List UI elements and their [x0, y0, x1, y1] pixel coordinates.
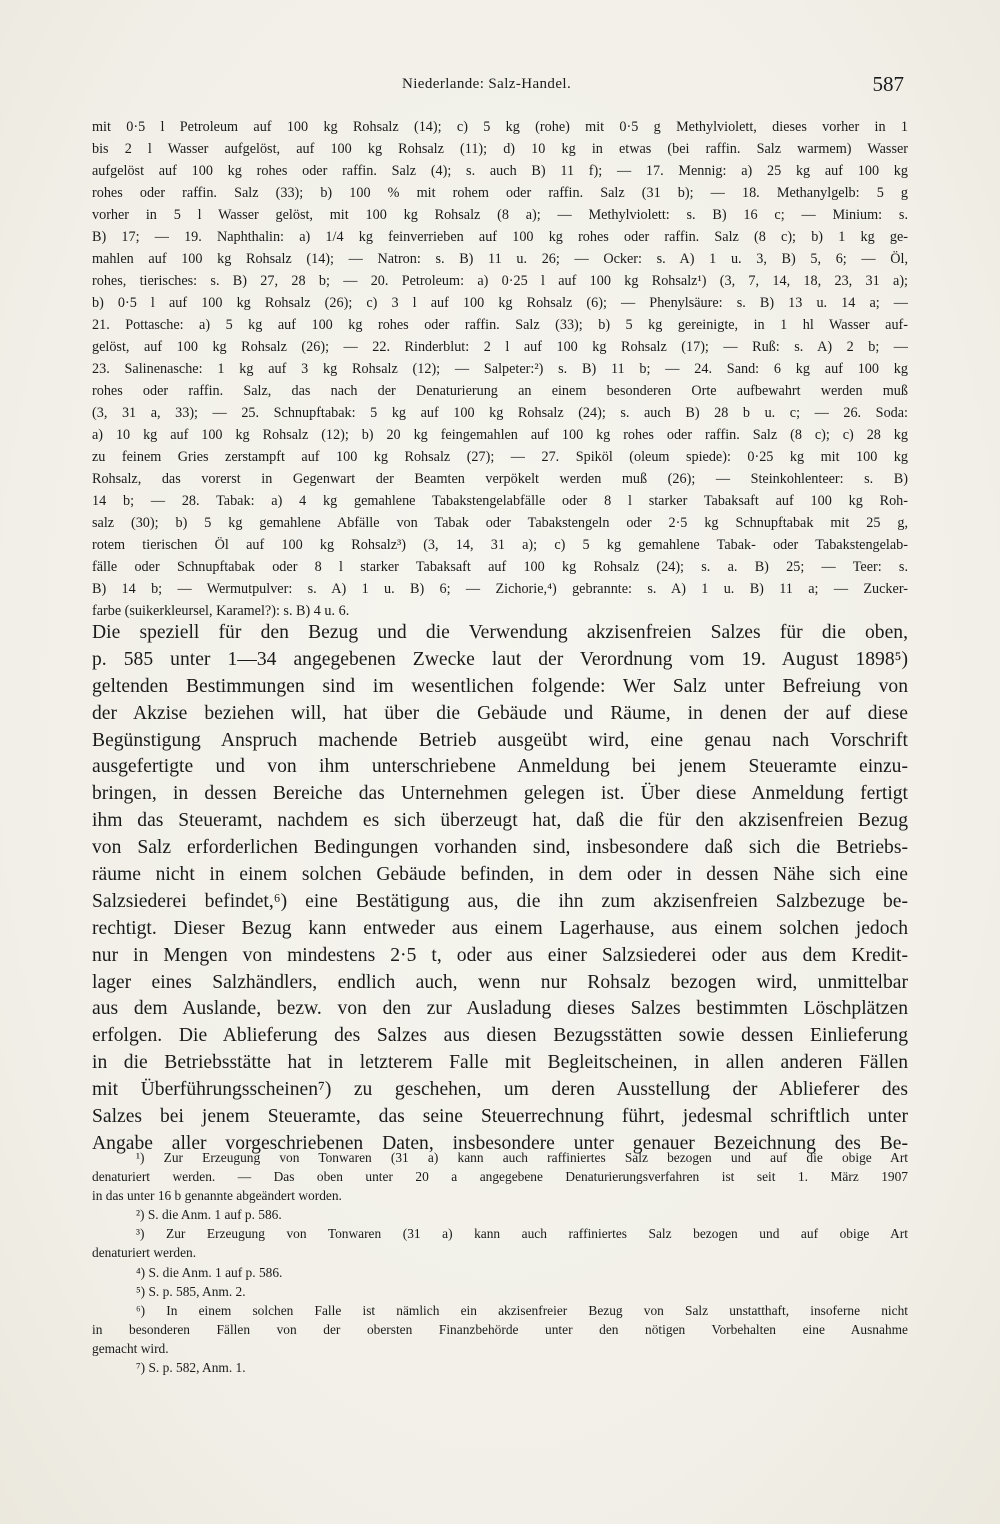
- page-header: [92, 72, 904, 100]
- list-line: B) 17; — 19. Naphthalin: a) 1/4 kg feinverrieben auf 100 kg rohes oder raffin. Salz (8 c); b) 1 kg ge-: [92, 229, 908, 245]
- list-line: 23. Salinenasche: 1 kg auf 3 kg Rohsalz (12); — Salpeter:²) s. B) 11 b; — 24. Sand: 6 kg auf 100 kg: [92, 361, 908, 377]
- running-title: Niederlande: Salz-Handel.: [402, 76, 572, 92]
- list-line: rohes oder raffin. Salz, das nach der Denaturierung an einem besonderen Orte aufbewahrt werden muß: [92, 383, 908, 399]
- body-line: in die Betriebsstätte hat in letzterem Falle mit Begleitscheinen, in allen anderen Fällen: [92, 1052, 908, 1074]
- list-line: farbe (suikerkleursel, Karamel?): s. B) 4 u. 6.: [92, 603, 350, 619]
- body-line: der Akzise beziehen will, hat über die Gebäude und Räume, in denen der auf diese: [92, 702, 908, 724]
- footnote-line: ²) S. die Anm. 1 auf p. 586.: [136, 1207, 282, 1223]
- body-line: ausgefertigte und von ihm unterschriebene Anmeldung bei jenem Steueramte einzu-: [92, 756, 908, 778]
- body-line: rechtigt. Dieser Bezug kann entweder aus einem Lagerhause, aus einem solchen jedoch: [92, 917, 908, 939]
- footnote-line: ⁵) S. p. 585, Anm. 2.: [136, 1283, 246, 1299]
- list-line: mit 0·5 l Petroleum auf 100 kg Rohsalz (14); c) 5 kg (rohe) mit 0·5 g Methylviolett, dieses vorher in 1: [92, 119, 908, 135]
- list-line: zu feinem Gries zerstampft auf 100 kg Rohsalz (27); — 27. Spiköl (oleum spiede): 0·25 kg mit 100 kg: [92, 449, 908, 465]
- footnotes: [92, 1148, 908, 1377]
- body-line: Begünstigung Anspruch machende Betrieb ausgeübt wird, eine genau nach Vorschrift: [92, 729, 908, 751]
- list-line: a) 10 kg auf 100 kg Rohsalz (12); b) 20 kg feingemahlen auf 100 kg rohes oder raffin. Salz (8 c); c) 28 kg: [92, 427, 908, 443]
- body-line: Salzes bei jenem Steueramte, das seine Steuerrechnung führt, jedesmal schriftlich unter: [92, 1106, 908, 1128]
- list-line: aufgelöst auf 100 kg rohes oder raffin. Salz (4); s. auch B) 11 f); — 17. Mennig: a) 25 kg auf 100 kg: [92, 163, 908, 179]
- list-line: salz (30); b) 5 kg gemahlene Abfälle von Tabak oder Tabakstengeln oder 2·5 kg Schnupftabak mit 25 g,: [92, 515, 908, 531]
- list-line: gelöst, auf 100 kg Rohsalz (26); — 22. Rinderblut: 2 l auf 100 kg Rohsalz (17); — Ruß: s. A) 2 b; —: [92, 339, 908, 355]
- list-line: rotem tierischen Öl auf 100 kg Rohsalz³) (3, 14, 31 a); c) 5 kg gemahlene Tabak- oder Tabakstengelab-: [92, 537, 908, 553]
- list-line: 21. Pottasche: a) 5 kg auf 100 kg rohes oder raffin. Salz (33); b) 5 kg gereinigte, in 1 hl Wasser auf-: [92, 317, 908, 333]
- footnote-line: ³) Zur Erzeugung von Tonwaren (31 a) kann auch raffiniertes Salz bezogen und auf obige Art: [136, 1226, 908, 1242]
- body-line: nur in Mengen von mindestens 2·5 t, oder aus einer Salzsiederei oder aus dem Kredit-: [92, 944, 908, 966]
- list-line: (3, 31 a, 33); — 25. Schnupftabak: 5 kg auf 100 kg Rohsalz (24); s. auch B) 28 b u. c; — 26. Soda:: [92, 405, 908, 421]
- body-line: bringen, in dessen Bereiche das Unternehmen gelegen ist. Über diese Anmeldung fertigt: [92, 783, 908, 805]
- body-line: Salzsiederei befindet,⁶) eine Bestätigung aus, die ihn zum akzisenfreien Salzbezuge be-: [92, 890, 908, 912]
- list-line: rohes, tierisches: s. B) 27, 28 b; — 20. Petroleum: a) 0·25 l auf 100 kg Rohsalz¹) (3, 7, 14, 18, 23, 31 a);: [92, 273, 908, 289]
- page-number: 587: [872, 72, 904, 96]
- footnote-line: denaturiert werden.: [92, 1245, 197, 1261]
- body-line: von Salz erforderlichen Bedingungen vorhanden sind, insbesondere daß sich die Betriebs-: [92, 837, 908, 859]
- list-line: vorher in 5 l Wasser gelöst, mit 100 kg Rohsalz (8 a); — Methylviolett: s. B) 16 c; — Minium: s.: [92, 207, 908, 223]
- footnote-line: ⁴) S. die Anm. 1 auf p. 586.: [136, 1264, 283, 1280]
- body-line: Angabe aller vorgeschriebenen Daten, insbesondere unter genauer Bezeichnung des Be-: [92, 1132, 908, 1154]
- body-line: geltenden Bestimmungen sind im wesentlichen folgende: Wer Salz unter Befreiung von: [92, 675, 908, 697]
- body-line: lager eines Salzhändlers, endlich auch, wenn nur Rohsalz bezogen wird, unmittelbar: [92, 971, 908, 993]
- body-line: aus dem Auslande, bezw. von den zur Ausladung dieses Salzes bestimmten Löschplätzen: [92, 998, 908, 1020]
- footnote-line: ⁷) S. p. 582, Anm. 1.: [136, 1360, 246, 1376]
- body-line: Die speziell für den Bezug und die Verwendung akzisenfreien Salzes für die oben,: [92, 622, 908, 643]
- footnote-line: ¹) Zur Erzeugung von Tonwaren (31 a) kann auch raffiniertes Salz bezogen und auf die obige Art: [136, 1150, 908, 1165]
- body-line: mit Überführungsscheinen⁷) zu geschehen, um deren Ausstellung der Ablieferer des: [92, 1079, 908, 1101]
- footnote-line: in besonderen Fällen von der obersten Finanzbehörde unter den nötigen Vorbehalten eine Ausnahme: [92, 1321, 908, 1337]
- list-line: fälle oder Schnupftabak oder 8 l starker Tabaksaft auf 100 kg Rohsalz (24); s. a. B) 25; — Teer: s.: [92, 559, 908, 575]
- list-line: rohes oder raffin. Salz (33); b) 100 % mit rohem oder raffin. Salz (31 b); — 18. Methanylgelb: 5 g: [92, 185, 908, 201]
- list-line: bis 2 l Wasser aufgelöst, auf 100 kg Rohsalz (11); d) 10 kg in etwas (bei raffin. Salz warmem) Wasser: [92, 141, 908, 157]
- list-line: mahlen auf 100 kg Rohsalz (14); — Natron: s. B) 11 u. 26; — Ocker: s. A) 1 u. 3, B) 5, 6; — Öl,: [92, 251, 908, 267]
- body-line: p. 585 unter 1—34 angegebenen Zwecke laut der Verordnung vom 19. August 1898⁵): [92, 648, 908, 670]
- list-line: Rohsalz, das vorerst in Gegenwart der Beamten verpökelt werden muß (26); — Steinkohlenteer: s. B): [92, 471, 908, 487]
- footnote-line: ⁶) In einem solchen Falle ist nämlich ein akzisenfreier Bezug von Salz unstatthaft, insoferne nicht: [136, 1302, 908, 1318]
- body-line: ihm das Steueramt, nachdem es sich überzeugt hat, daß die für den akzisenfreien Bezug: [92, 810, 908, 832]
- main-paragraph: [92, 620, 908, 1158]
- denaturant-list: [92, 116, 908, 622]
- body-line: räume nicht in einem solchen Gebäude befinden, in dem oder in dessen Nähe sich eine: [92, 864, 908, 886]
- list-line: 14 b; — 28. Tabak: a) 4 kg gemahlene Tabakstengelabfälle oder 8 l starker Tabaksaft auf 100 kg Roh-: [92, 493, 908, 509]
- footnote-line: denaturiert werden. — Das oben unter 20 a angegebene Denaturierungsverfahren ist seit 1. März 1907: [92, 1169, 908, 1185]
- footnote-line: in das unter 16 b genannte abgeändert worden.: [92, 1188, 342, 1204]
- footnote-line: gemacht wird.: [92, 1340, 169, 1356]
- list-line: B) 14 b; — Wermutpulver: s. A) 1 u. B) 6; — Zichorie,⁴) gebrannte: s. A) 1 u. B) 11 a; — Zucker-: [92, 581, 908, 597]
- body-line: erfolgen. Die Ablieferung des Salzes aus diesen Bezugsstätten sowie dessen Einlieferung: [92, 1025, 908, 1047]
- list-line: b) 0·5 l auf 100 kg Rohsalz (26); c) 3 l auf 100 kg Rohsalz (6); — Phenylsäure: s. B) 13 u. 14 a; —: [92, 295, 908, 311]
